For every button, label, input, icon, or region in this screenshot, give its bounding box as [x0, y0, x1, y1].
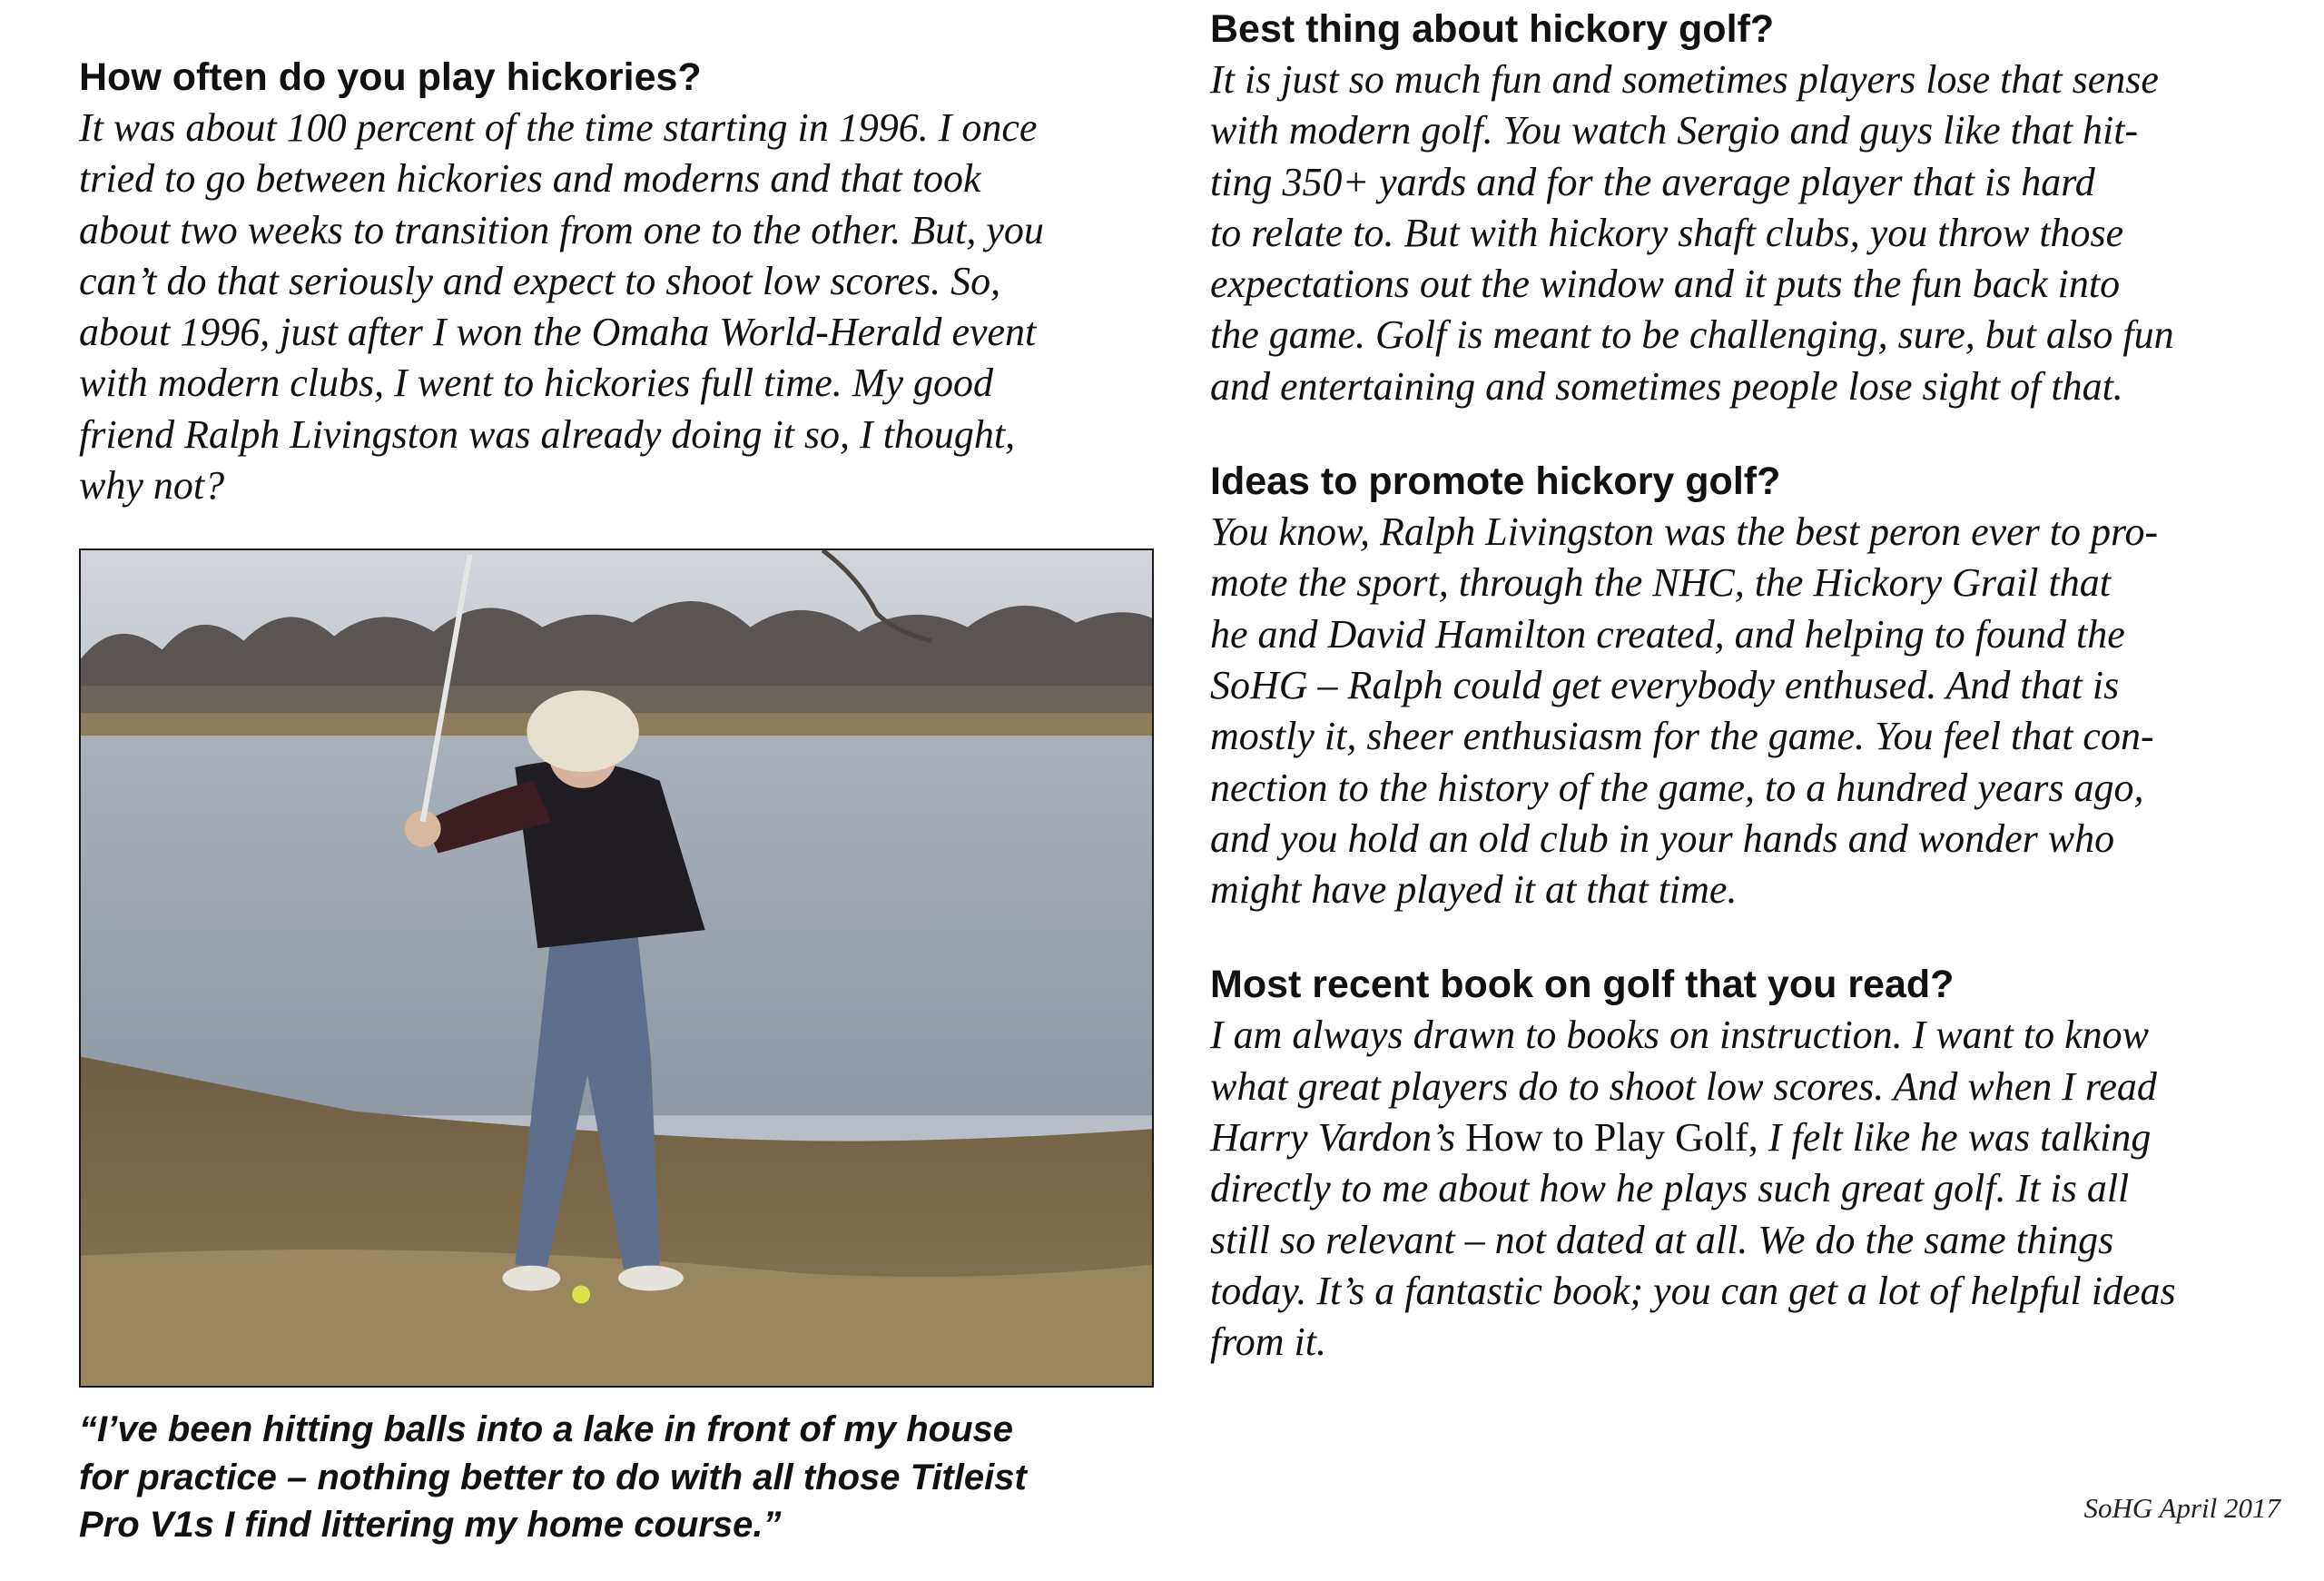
answer-line: expectations out the window and it puts the fun back into [1210, 262, 2121, 307]
section-question: Best thing about hickory golf? [1210, 7, 1775, 51]
answer-line: and entertaining and sometimes people lose sight of that. [1210, 363, 2123, 409]
answer-line: about two weeks to transition from one to the other. But, you [79, 207, 1044, 252]
section-answer [1210, 1010, 2290, 1368]
answer-line: today. It’s a fantastic book; you can get a lot of helpful ideas [1210, 1268, 2176, 1313]
section-question: Ideas to promote hickory golf? [1210, 459, 1781, 504]
answer-line: to relate to. But with hickory shaft clubs, you throw those [1210, 210, 2124, 255]
answer-line: tried to go between hickories and moderns and that took [79, 156, 981, 202]
issue-credit: SoHG April 2017 [2083, 1492, 2280, 1524]
answer-line: about 1996, just after I won the Omaha World-Herald event [79, 310, 1037, 355]
golfer-photo [79, 548, 1154, 1388]
answer-line: nection to the history of the game, to a hundred years ago, [1210, 765, 2144, 810]
answer-line: might have played it at that time. [1210, 867, 1738, 913]
book-title: How to Play Golf, [1465, 1115, 1758, 1161]
caption-line: Pro V1s I find littering my home course.” [79, 1505, 782, 1545]
caption-line: for practice – nothing better to do with all those Titleist [79, 1457, 1027, 1497]
photo-caption [79, 1406, 1164, 1549]
caption-line: “I’ve been hitting balls into a lake in front of my house [79, 1409, 1014, 1449]
answer-line: he and David Hamilton created, and helping to found the [1210, 611, 2125, 657]
section-answer [1210, 54, 2290, 412]
section-answer [1210, 507, 2290, 915]
answer-line: and you hold an old club in your hands and wonder who [1210, 815, 2115, 861]
answer-line: I am always drawn to books on instruction. I want to know [1210, 1013, 2149, 1058]
answer-line: It was about 100 percent of the time starting in 1996. I once [79, 105, 1038, 150]
answer-line: with modern golf. You watch Sergio and guys like that hit- [1210, 108, 2139, 153]
answer-line: still so relevant – not dated at all. We do the same things [1210, 1217, 2114, 1262]
section-question: How often do you play hickories? [79, 55, 702, 99]
section-question: Most recent book on golf that you read? [1210, 963, 1955, 1007]
section-answer [79, 103, 1164, 511]
answer-line: SoHG – Ralph could get everybody enthused. And that is [1210, 662, 2120, 707]
answer-line: directly to me about how he plays such great golf. It is all [1210, 1166, 2130, 1211]
answer-line: from it. [1210, 1319, 1326, 1365]
answer-line: friend Ralph Livingston was already doing it so, I thought, [79, 411, 1016, 457]
right-column [1210, 0, 2290, 1369]
answer-line: Harry Vardon’s [1210, 1115, 1466, 1161]
golfer-photo-illustration [81, 550, 1152, 1386]
answer-line: mote the sport, through the NHC, the Hickory Grail that [1210, 560, 2111, 606]
answer-line: ting 350+ yards and for the average player that is hard [1210, 159, 2095, 204]
answer-line: mostly it, sheer enthusiasm for the game. You feel that con- [1210, 714, 2154, 759]
answer-line: It is just so much fun and sometimes players lose that sense [1210, 57, 2159, 102]
answer-line: can’t do that seriously and expect to shoot low scores. So, [79, 258, 1001, 303]
answer-line: why not? [79, 463, 225, 509]
answer-line: You know, Ralph Livingston was the best peron ever to pro- [1210, 509, 2159, 555]
answer-line: the game. Golf is meant to be challenging, sure, but also fun [1210, 312, 2174, 358]
answer-line-tail: I felt like he was talking [1758, 1115, 2152, 1161]
left-column [79, 0, 1164, 511]
answer-line: with modern clubs, I went to hickories full time. My good [79, 361, 993, 406]
answer-line: what great players do to shoot low scores. And when I read [1210, 1063, 2157, 1109]
